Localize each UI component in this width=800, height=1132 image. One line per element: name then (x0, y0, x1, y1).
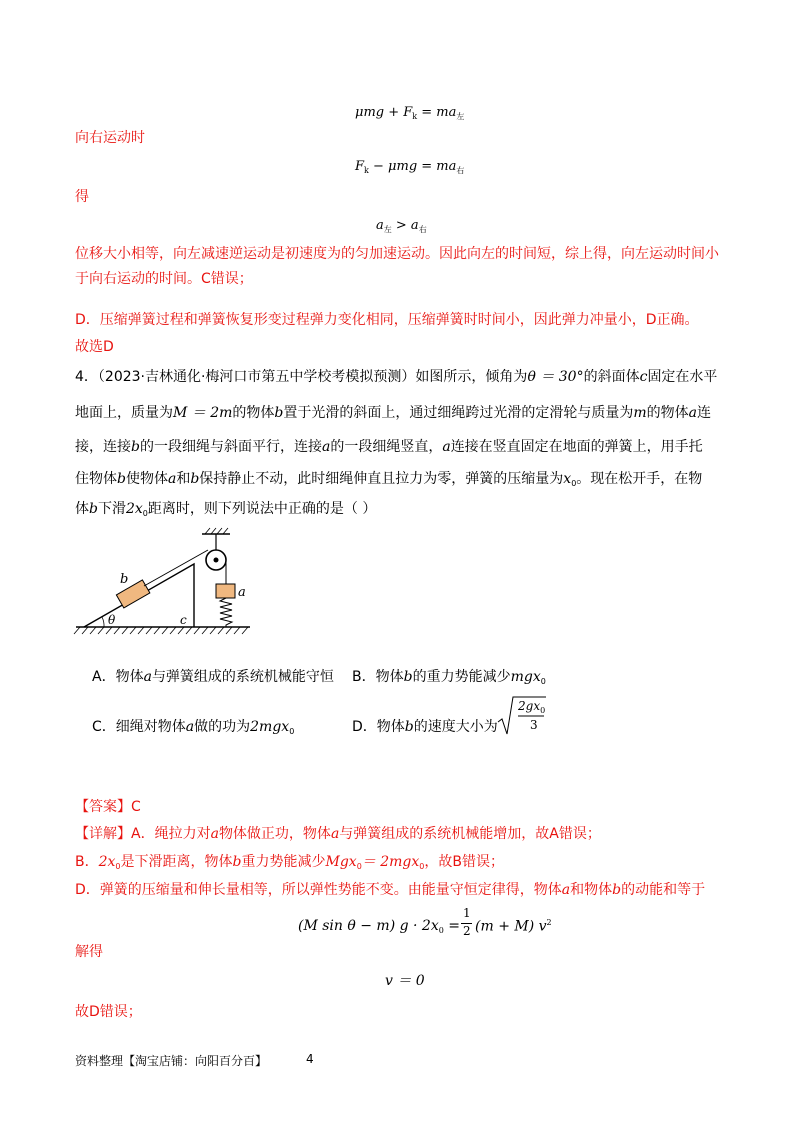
option-d: D．物体b的速度大小为 (352, 719, 498, 735)
equation-v-zero: v ＝ 0 (385, 973, 425, 989)
paragraph-spring-impulse: D．压缩弹簧过程和弹簧恢复形变过程弹力变化相同，压缩弹簧时时间小，因此弹力冲量小，D正确。 (75, 312, 699, 328)
detail-b: B．$2x_0$是下滑距离，物体b重力势能减少Mgx$_0$＝ 2mgx$_0$，故B错误； (75, 854, 504, 871)
option-d-numerator: $2gx_0$ (518, 699, 546, 715)
equation-energy-right: (m + M) $v^2$ (475, 918, 552, 935)
text-de: 得 (75, 189, 89, 205)
page-number: 4 (306, 1052, 314, 1066)
label-a: a (238, 585, 246, 600)
question-4-line-1: 4．（2023·吉林通化·梅河口市第五中学校考模拟预测）如图所示，倾角为θ ＝ 30°的斜面体c固定在水平 (75, 369, 718, 385)
option-a: A．物体a与弹簧组成的系统机械能守恒 (92, 669, 334, 685)
equation-friction-left: $\mu mg + F_k = ma_左$ (355, 105, 465, 121)
equation-acceleration-compare: $a_左 > a_右$ (376, 218, 427, 234)
option-d-denominator: 3 (530, 718, 538, 732)
equation-half-numerator: 1 (463, 906, 471, 920)
text-moving-right: 向右运动时 (75, 130, 145, 146)
question-4-line-2: 地面上，质量为M ＝ 2m的物体b置于光滑的斜面上，通过细绳跨过光滑的定滑轮与质量为m的物体a连 (75, 405, 712, 421)
equation-energy-conservation: (M sin θ − m) $g \cdot 2x_0$ = (298, 918, 461, 935)
incline-pulley-figure (72, 526, 262, 638)
detail-a: 【详解】A．绳拉力对a物体做正功，物体a与弹簧组成的系统机械能增加，故A错误； (75, 826, 601, 842)
footer-source: 资料整理【淘宝店铺：向阳百分百】 (75, 1054, 268, 1068)
question-4-line-5: 体b下滑$2x_0$距离时，则下列说法中正确的是（ ） (75, 501, 377, 518)
text-jiede: 解得 (75, 944, 103, 960)
equation-friction-right: $F_k - \mu mg = ma_右$ (355, 159, 465, 175)
answer-line: 【答案】C (75, 799, 141, 815)
equation-half-denominator: 2 (463, 924, 471, 938)
paragraph-time-compare: 位移大小相等，向左减速逆运动是初速度为的匀加速运动。因此向左的时间短，综上得，向左运动时间小于向右运动的时间。C错误； (75, 246, 719, 287)
text-d-wrong: 故D错误； (75, 1004, 142, 1020)
option-b: B．物体b的重力势能减少mgx$_0$ (352, 669, 546, 686)
question-4-line-4: 住物体b使物体a和b保持静止不动，此时细绳伸直且拉力为零，弹簧的压缩量为$x_0$。现在松开手，在物 (75, 471, 703, 488)
detail-d: D．弹簧的压缩量和伸长量相等，所以弹性势能不变。由能量守恒定律得，物体a和物体b的动能和等于 (75, 882, 706, 898)
label-c: c (180, 613, 187, 627)
question-4-line-3: 接，连接b的一段细绳与斜面平行，连接a的一段细绳竖直，a连接在竖直固定在地面的弹簧上，用手托 (75, 439, 703, 455)
label-theta: θ (108, 613, 116, 627)
paragraph-choose-d: 故选D (75, 339, 114, 355)
label-b: b (120, 572, 129, 587)
option-c: C．细绳对物体a做的功为2mgx$_0$ (92, 719, 295, 736)
